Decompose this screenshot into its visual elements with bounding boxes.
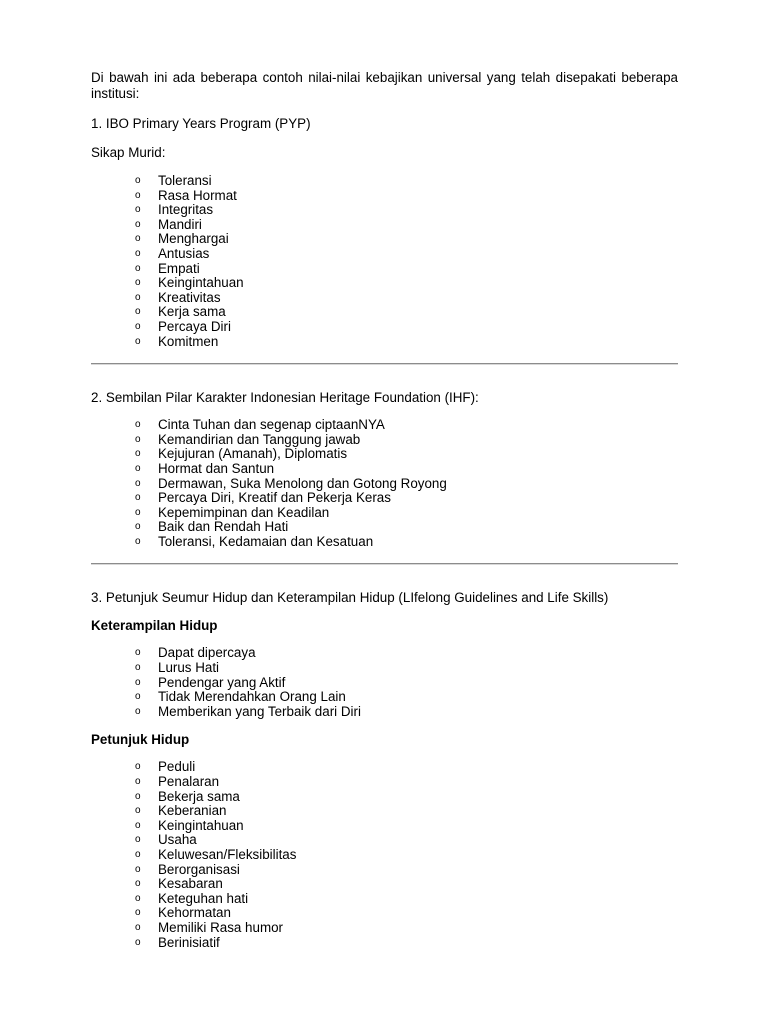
list-item: [91, 646, 678, 661]
list-item: [91, 661, 678, 676]
circle-bullet-icon: o: [135, 819, 141, 831]
list-item-text: Bekerja sama: [158, 788, 240, 804]
list-item: [91, 833, 678, 848]
circle-bullet-icon: o: [135, 419, 141, 431]
circle-bullet-icon: o: [135, 521, 141, 533]
list-item-text: Memiliki Rasa humor: [158, 919, 284, 935]
list-item-text: Percaya Diri: [158, 318, 231, 334]
section3-heading: 3. Petunjuk Seumur Hidup dan Keterampilan Hidup (LIfelong Guidelines and Life Skills): [91, 590, 609, 606]
list-item-text: Lurus Hati: [158, 660, 220, 676]
list-item: [91, 506, 678, 521]
list-item: [91, 276, 678, 291]
circle-bullet-icon: o: [135, 676, 141, 688]
circle-bullet-icon: o: [135, 863, 141, 875]
list-item-text: Dapat dipercaya: [158, 645, 256, 661]
list-item: [91, 262, 678, 277]
circle-bullet-icon: o: [135, 320, 141, 332]
list-item-text: Hormat dan Santun: [158, 460, 275, 476]
list-item-text: Keluwesan/Fleksibilitas: [158, 847, 297, 862]
list-item: [91, 520, 678, 535]
circle-bullet-icon: o: [135, 921, 141, 933]
list-item-text: Kesabaran: [158, 876, 223, 892]
list-item-text: Kehormatan: [158, 905, 231, 921]
list-item-text: Penalaran: [158, 774, 220, 790]
life-skills-title: Keterampilan Hidup: [91, 618, 218, 634]
list-item-text: Memberikan yang Terbaik dari Diri: [158, 703, 361, 719]
list-item-text: Antusias: [158, 245, 210, 261]
list-item: [91, 676, 678, 691]
circle-bullet-icon: o: [135, 477, 141, 489]
list-item-text: Mandiri: [158, 216, 202, 232]
circle-bullet-icon: o: [135, 247, 141, 259]
list-item-text: Kepemimpinan dan Keadilan: [158, 504, 330, 520]
section1-subheading: Sikap Murid:: [91, 145, 166, 160]
list-item: [91, 433, 678, 448]
list-item: [91, 775, 678, 790]
list-item-text: Kreativitas: [158, 289, 221, 305]
list-item: [91, 921, 678, 936]
list-item-text: Toleransi: [158, 173, 212, 188]
list-item: [91, 690, 678, 705]
section1-heading: 1. IBO Primary Years Program (PYP): [91, 116, 311, 131]
circle-bullet-icon: o: [135, 705, 141, 717]
section1-list: [91, 174, 678, 349]
list-item: [91, 189, 678, 204]
circle-bullet-icon: o: [135, 433, 141, 445]
life-guidelines-title: Petunjuk Hidup: [91, 732, 190, 748]
list-item: [91, 705, 678, 720]
circle-bullet-icon: o: [135, 306, 141, 318]
list-item-text: Toleransi, Kedamaian dan Kesatuan: [158, 533, 374, 549]
list-item-text: Cinta Tuhan dan segenap ciptaanNYA: [158, 417, 385, 433]
list-item-text: Kemandirian dan Tanggung jawab: [158, 431, 361, 447]
circle-bullet-icon: o: [135, 691, 141, 703]
list-item-text: Berorganisasi: [158, 861, 240, 877]
list-item-text: Rasa Hormat: [158, 187, 237, 203]
circle-bullet-icon: o: [135, 936, 141, 948]
list-item: [91, 335, 678, 350]
list-item: [91, 203, 678, 218]
list-item: [91, 906, 678, 921]
list-item: [91, 848, 678, 863]
circle-bullet-icon: o: [135, 233, 141, 245]
list-item: [91, 790, 678, 805]
document-page: [91, 70, 678, 950]
list-item-text: Kejujuran (Amanah), Diplomatis: [158, 446, 348, 462]
circle-bullet-icon: o: [135, 335, 141, 347]
list-item: [91, 320, 678, 335]
list-item: [91, 760, 678, 775]
list-item: [91, 232, 678, 247]
section2-heading: 2. Sembilan Pilar Karakter Indonesian Heritage Foundation (IHF):: [91, 390, 479, 406]
list-item: [91, 535, 678, 550]
list-item: [91, 491, 678, 506]
list-item: [91, 218, 678, 233]
list-item: [91, 477, 678, 492]
circle-bullet-icon: o: [135, 291, 141, 303]
circle-bullet-icon: o: [135, 492, 141, 504]
circle-bullet-icon: o: [135, 834, 141, 846]
list-item: [91, 174, 678, 189]
list-item-text: Peduli: [158, 759, 196, 775]
list-item: [91, 462, 678, 477]
intro-paragraph: Di bawah ini ada beberapa contoh nilai-nilai kebajikan universal yang telah disepakati beberapa institusi:: [91, 70, 678, 101]
circle-bullet-icon: o: [135, 175, 141, 186]
circle-bullet-icon: o: [135, 907, 141, 919]
list-item-text: Baik dan Rendah Hati: [158, 519, 289, 535]
list-item-text: Pendengar yang Aktif: [158, 674, 286, 690]
list-item: [91, 247, 678, 262]
circle-bullet-icon: o: [135, 277, 141, 289]
section2-list: [91, 418, 678, 549]
list-item: [91, 305, 678, 320]
list-item-text: Kerja sama: [158, 304, 226, 320]
list-item-text: Dermawan, Suka Menolong dan Gotong Royong: [158, 475, 447, 491]
circle-bullet-icon: o: [135, 535, 141, 547]
list-item: [91, 863, 678, 878]
list-item: [91, 291, 678, 306]
list-item-text: Usaha: [158, 832, 197, 848]
circle-bullet-icon: o: [135, 506, 141, 518]
list-item-text: Keberanian: [158, 803, 227, 819]
list-item: [91, 892, 678, 907]
list-item-text: Percaya Diri, Kreatif dan Pekerja Keras: [158, 490, 391, 506]
list-item-text: Komitmen: [158, 333, 219, 349]
list-item-text: Keingintahuan: [158, 275, 244, 291]
life-skills-list: [91, 646, 678, 719]
circle-bullet-icon: o: [135, 204, 141, 216]
list-item-text: Keingintahuan: [158, 817, 244, 833]
list-item: [91, 804, 678, 819]
circle-bullet-icon: o: [135, 218, 141, 230]
circle-bullet-icon: o: [135, 647, 141, 659]
circle-bullet-icon: o: [135, 849, 141, 860]
circle-bullet-icon: o: [135, 790, 141, 802]
list-item-text: Empati: [158, 260, 200, 276]
circle-bullet-icon: o: [135, 892, 141, 904]
circle-bullet-icon: o: [135, 262, 141, 274]
circle-bullet-icon: o: [135, 761, 141, 773]
list-item: [91, 877, 678, 892]
list-item-text: Keteguhan hati: [158, 890, 249, 906]
circle-bullet-icon: o: [135, 462, 141, 474]
life-guidelines-list: [91, 760, 678, 950]
circle-bullet-icon: o: [135, 805, 141, 817]
circle-bullet-icon: o: [135, 189, 141, 201]
circle-bullet-icon: o: [135, 662, 141, 674]
list-item-text: Berinisiatif: [158, 934, 220, 950]
list-item-text: Tidak Merendahkan Orang Lain: [158, 689, 346, 705]
circle-bullet-icon: o: [135, 776, 141, 788]
circle-bullet-icon: o: [135, 448, 141, 460]
list-item-text: Menghargai: [158, 231, 229, 247]
list-item: [91, 418, 678, 433]
list-item: [91, 447, 678, 462]
list-item-text: Integritas: [158, 202, 214, 218]
list-item: [91, 819, 678, 834]
list-item: [91, 936, 678, 951]
circle-bullet-icon: o: [135, 878, 141, 890]
